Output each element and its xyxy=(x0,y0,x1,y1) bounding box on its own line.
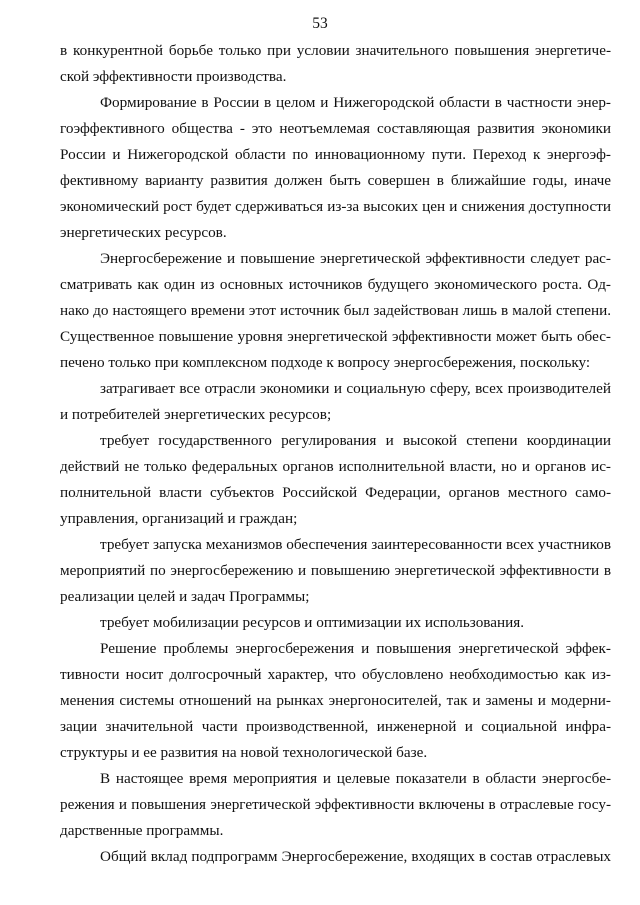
text-line: реализации целей и задач Программы; xyxy=(60,588,310,605)
paragraph xyxy=(60,532,611,610)
text-line: экономический рост будет сдерживаться из-за высоких цен и снижения доступности xyxy=(60,198,611,215)
text-line: управления, организаций и граждан; xyxy=(60,510,298,527)
text-line: печено только при комплексном подходе к вопросу энергосбережения, поскольку: xyxy=(60,354,591,371)
text-line: сматривать как один из основных источников будущего экономического роста. Од- xyxy=(60,276,611,293)
text-line: мероприятий по энергосбережению и повышению энергетической эффективности в xyxy=(60,562,611,579)
body-text xyxy=(60,38,611,870)
text-line: Существенное повышение уровня энергетической эффективности может быть обес- xyxy=(60,328,611,345)
text-line: требует государственного регулирования и высокой степени координации xyxy=(100,432,611,449)
text-line: требует мобилизации ресурсов и оптимизации их использования. xyxy=(100,614,525,631)
paragraph xyxy=(60,636,611,766)
text-line: России и Нижегородской области по инновационному пути. Переход к энергоэф- xyxy=(60,146,611,163)
text-line: в конкурентной борьбе только при условии значительного повышения энергетиче- xyxy=(60,42,611,59)
text-line: гоэффективного общества - это неотъемлемая составляющая развития экономики xyxy=(60,120,611,137)
text-line: требует запуска механизмов обеспечения заинтересованности всех участников xyxy=(100,536,611,553)
text-line: действий не только федеральных органов исполнительной власти, но и органов ис- xyxy=(60,458,611,475)
text-line: затрагивает все отрасли экономики и социальную сферу, всех производителей xyxy=(100,380,611,397)
paragraph xyxy=(60,246,611,376)
text-line: фективному варианту развития должен быть совершен в ближайшие годы, иначе xyxy=(60,172,611,189)
paragraph xyxy=(60,766,611,844)
text-line: тивности носит долгосрочный характер, что обусловлено необходимостью как из- xyxy=(60,666,611,683)
text-line: зации значительной части производственной, инженерной и социальной инфра- xyxy=(60,718,611,735)
paragraph xyxy=(60,376,611,428)
text-line: Решение проблемы энергосбережения и повышения энергетической эффек- xyxy=(100,640,611,657)
text-line: режения и повышения энергетической эффективности включены в отраслевые госу- xyxy=(60,796,611,813)
paragraph xyxy=(60,610,611,636)
text-line: Энергосбережение и повышение энергетической эффективности следует рас- xyxy=(100,250,611,267)
text-line: Формирование в России в целом и Нижегородской области в частности энер- xyxy=(100,94,611,111)
text-line: ской эффективности производства. xyxy=(60,68,287,85)
text-line: энергетических ресурсов. xyxy=(60,224,227,241)
paragraph xyxy=(60,428,611,532)
text-line: структуры и ее развития на новой технологической базе. xyxy=(60,744,428,761)
paragraph xyxy=(60,844,611,870)
text-line: Общий вклад подпрограмм Энергосбережение, входящих в состав отраслевых xyxy=(100,848,611,865)
text-line: В настоящее время мероприятия и целевые показатели в области энергосбе- xyxy=(100,770,611,787)
paragraph xyxy=(60,38,611,90)
text-line: нако до настоящего времени этот источник был задействован лишь в малой степени. xyxy=(60,302,611,319)
paragraph xyxy=(60,90,611,246)
page-number: 53 xyxy=(312,15,328,32)
text-line: дарственные программы. xyxy=(60,822,224,839)
text-line: менения системы отношений на рынках энергоносителей, так и замены и модерни- xyxy=(60,692,611,709)
text-line: и потребителей энергетических ресурсов; xyxy=(60,406,332,423)
text-line: полнительной власти субъектов Российской Федерации, органов местного само- xyxy=(60,484,611,501)
